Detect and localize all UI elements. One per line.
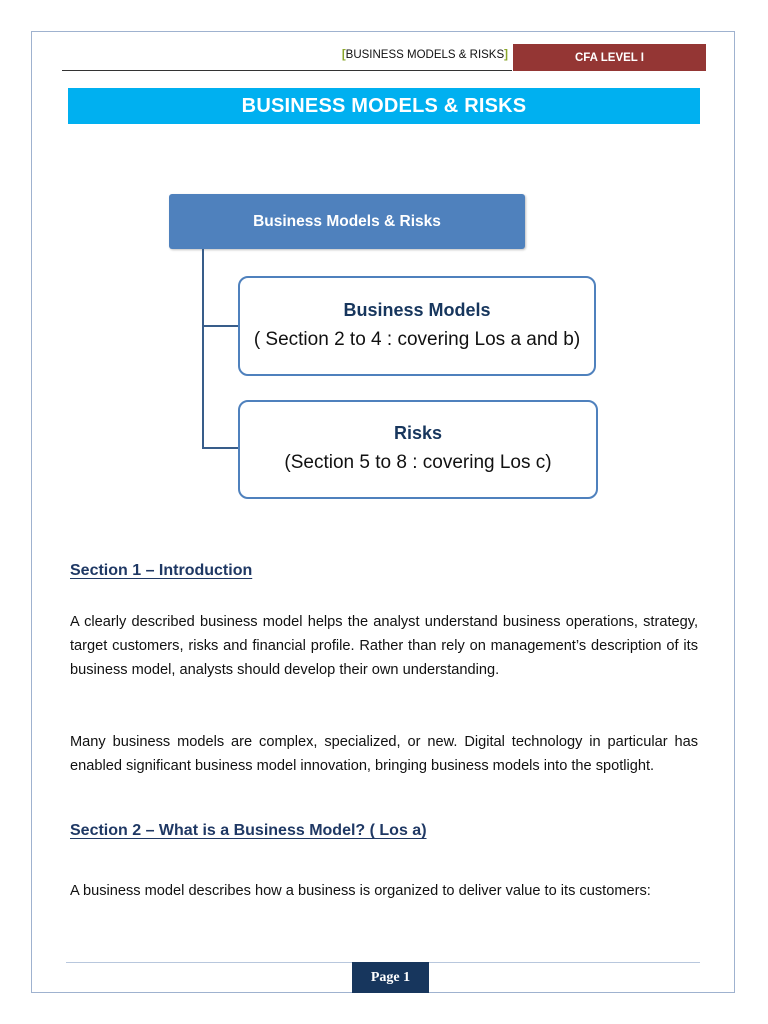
- diagram-connector-branch-1: [202, 325, 240, 327]
- node-description: ( Section 2 to 4 : covering Los a and b): [253, 328, 581, 350]
- section-1-paragraph-1: A clearly described business model helps the analyst understand business operations, strategy, target customers, risks and financial profile. Rather than rely on management’s description of its business model, analysts should develop their own understanding.: [70, 614, 698, 678]
- section-1-heading: Section 1 – Introduction: [70, 562, 253, 579]
- section-2-paragraph-1: A business model describes how a business is organized to deliver value to its customers:: [70, 883, 651, 899]
- diagram-node-business-models: [238, 276, 596, 376]
- diagram-connector-branch-2: [202, 447, 240, 449]
- diagram-root-node: Business Models & Risks: [169, 194, 525, 249]
- node-title: Business Models: [343, 299, 491, 320]
- header-topic: [BUSINESS MODELS & RISKS]: [341, 49, 508, 61]
- page-title: BUSINESS MODELS & RISKS: [68, 88, 700, 124]
- node-title: Risks: [393, 423, 443, 443]
- header-rule: [62, 70, 512, 71]
- page-number-badge: Page 1: [352, 962, 429, 993]
- node-description: (Section 5 to 8 : covering Los c): [284, 452, 552, 473]
- section-2-heading: Section 2 – What is a Business Model? ( Los a): [70, 822, 427, 839]
- header-level-badge: CFA LEVEL I: [513, 44, 706, 71]
- diagram-connector-vertical: [202, 249, 204, 448]
- diagram-node-risks: [238, 400, 598, 499]
- section-1-paragraph-2: Many business models are complex, specialized, or new. Digital technology in particular has enabled significant business model innovation, bringing business models into the spotlight.: [70, 734, 698, 774]
- page-border: [31, 31, 735, 993]
